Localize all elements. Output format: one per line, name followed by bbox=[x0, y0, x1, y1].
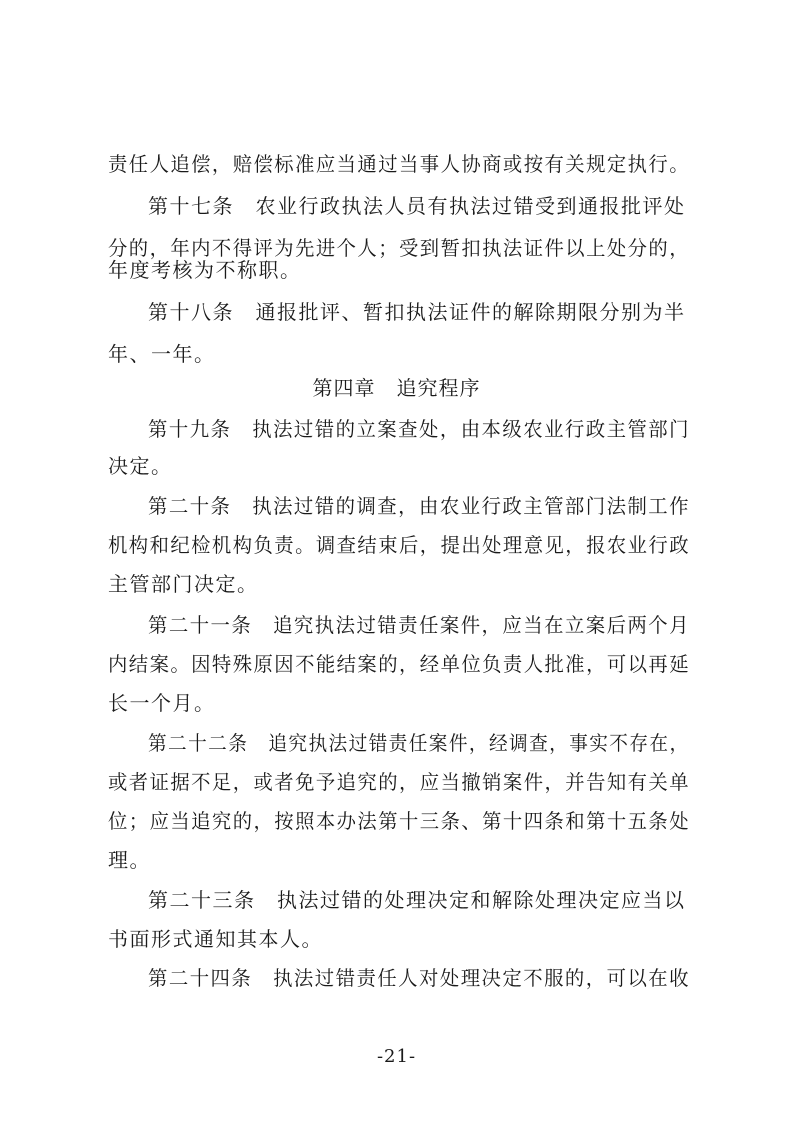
text-line: 决定。 bbox=[108, 454, 173, 478]
article-18-line-1: 第十八条 通报批评、暂扣执法证件的解除期限分别为半 bbox=[148, 300, 686, 324]
article-21-line-1: 第二十一条 追究执法过错责任案件，应当在立案后两个月 bbox=[148, 613, 690, 637]
article-22-line-1: 第二十二条 追究执法过错责任案件，经调查，事实不存在， bbox=[148, 731, 690, 755]
text-line: 年度考核为不称职。 bbox=[108, 258, 302, 282]
chapter-heading: 第四章 追究程序 bbox=[312, 376, 481, 400]
text-line: 理。 bbox=[108, 848, 151, 872]
page-number: -21- bbox=[376, 1046, 417, 1067]
article-23-line-1: 第二十三条 执法过错的处理决定和解除处理决定应当以 bbox=[148, 888, 686, 912]
text-line: 或者证据不足，或者免予追究的，应当撤销案件，并告知有关单 bbox=[108, 770, 690, 794]
article-19-line-1: 第十九条 执法过错的立案查处，由本级农业行政主管部门 bbox=[148, 417, 690, 441]
article-24-line-1: 第二十四条 执法过错责任人对处理决定不服的，可以在收 bbox=[148, 966, 690, 990]
text-line: 长一个月。 bbox=[108, 691, 216, 715]
article-20-line-1: 第二十条 执法过错的调查，由农业行政主管部门法制工作 bbox=[148, 494, 690, 518]
text-line: 机构和纪检机构负责。调查结束后，提出处理意见，报农业行政 bbox=[108, 533, 690, 557]
text-line: 内结案。因特殊原因不能结案的，经单位负责人批准，可以再延 bbox=[108, 652, 690, 676]
text-line: 位；应当追究的，按照本办法第十三条、第十四条和第十五条处 bbox=[108, 809, 690, 833]
article-17-line-1: 第十七条 农业行政执法人员有执法过错受到通报批评处 bbox=[148, 194, 686, 218]
text-line: 分的，年内不得评为先进个人；受到暂扣执法证件以上处分的， bbox=[108, 236, 690, 260]
text-line: 责任人追偿，赔偿标准应当通过当事人协商或按有关规定执行。 bbox=[108, 152, 690, 176]
text-line: 主管部门决定。 bbox=[108, 572, 259, 596]
text-line: 书面形式通知其本人。 bbox=[108, 927, 323, 951]
text-line: 年、一年。 bbox=[108, 342, 216, 366]
